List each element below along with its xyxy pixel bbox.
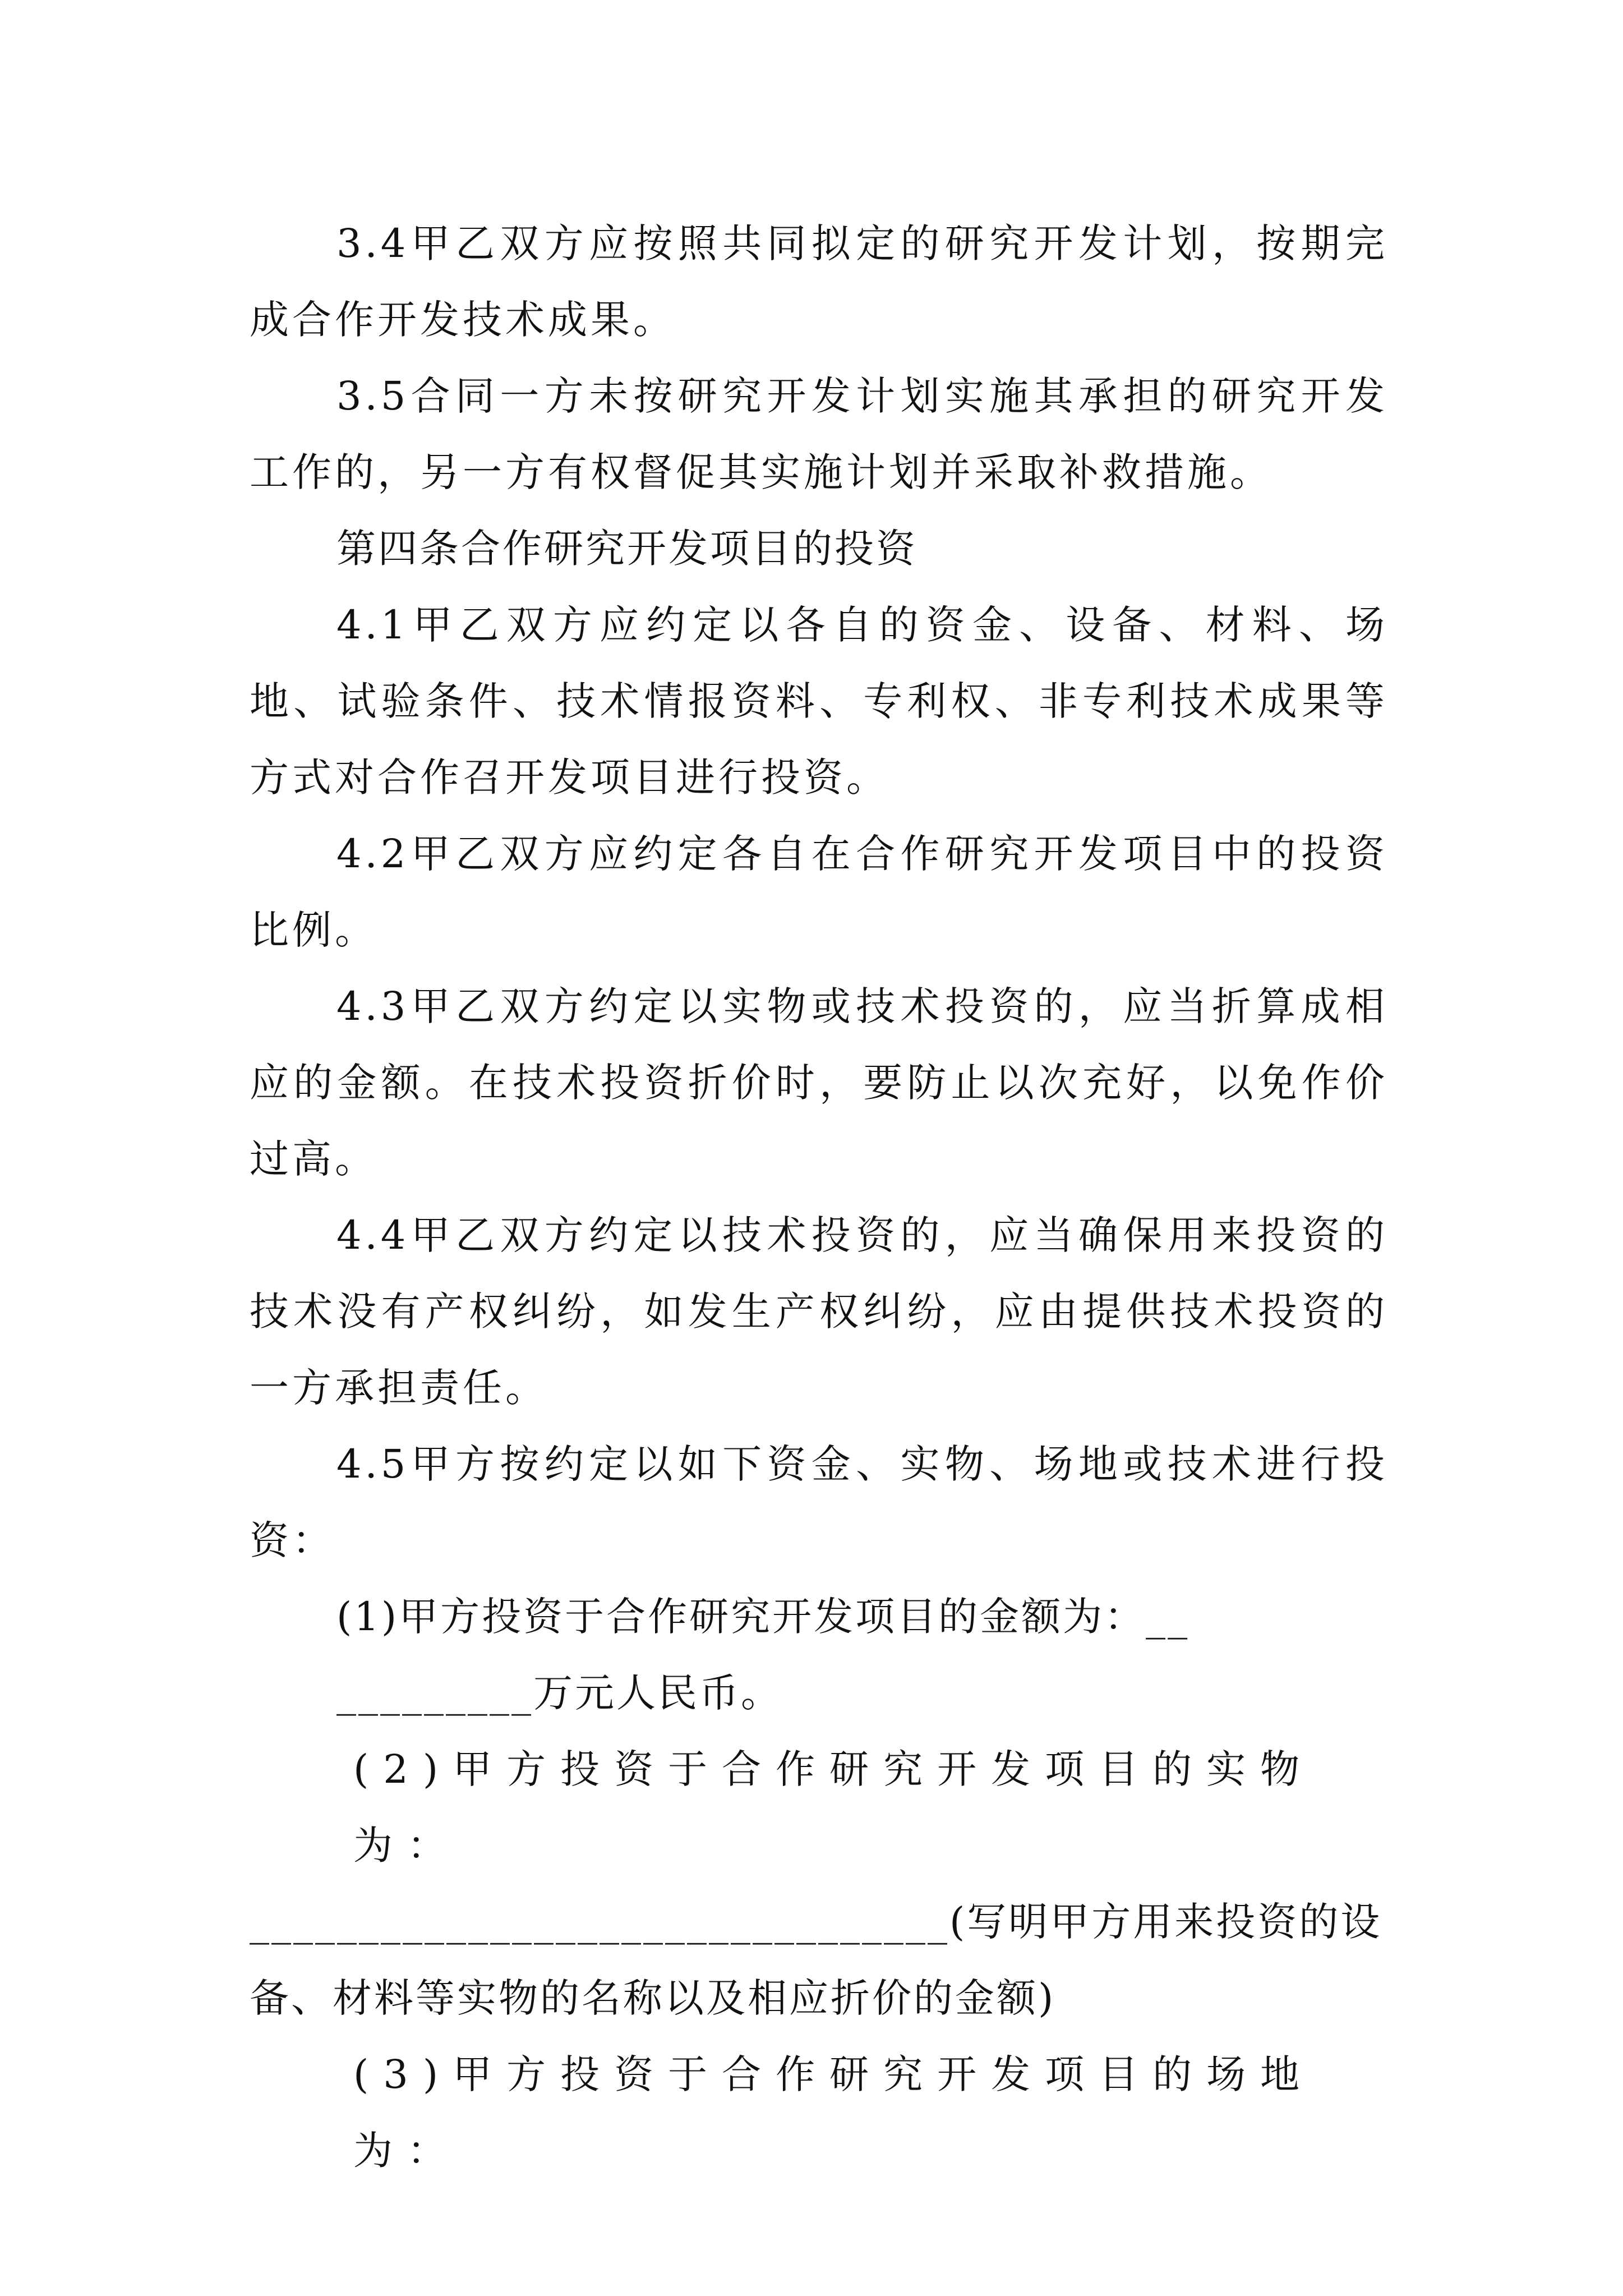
clause-4-3: 4.3甲乙双方约定以实物或技术投资的，应当折算成相应的金额。在技术投资折价时，要防止以次充好，以免作价过高。 — [250, 983, 1388, 1182]
item-3-line-1: (3)甲方投资于合作研究开发项目的场地为： — [353, 2051, 1315, 2174]
document-body — [250, 205, 1388, 2189]
item-1-line-1: (1)甲方投资于合作研究开发项目的金额为：__ — [336, 1594, 1190, 1640]
clause-4-2: 4.2甲乙双方应约定各自在合作研究开发项目中的投资比例。 — [250, 831, 1388, 953]
clause-3-5: 3.5合同一方未按研究开发计划实施其承担的研究开发工作的，另一方有权督促其实施计划并采取补救措施。 — [250, 373, 1388, 495]
clause-4-4: 4.4甲乙双方约定以技术投资的，应当确保用来投资的技术没有产权纠纷，如发生产权纠纷，应由提供技术投资的一方承担责任。 — [250, 1212, 1388, 1411]
clause-4-5: 4.5甲方按约定以如下资金、实物、场地或技术进行投资： — [250, 1441, 1388, 1563]
clause-4-1: 4.1甲乙双方应约定以各自的资金、设备、材料、场地、试验条件、技术情报资料、专利权、非专利技术成果等方式对合作召开发项目进行投资。 — [250, 602, 1388, 800]
item-2-line-1: (2)甲方投资于合作研究开发项目的实物为： — [353, 1746, 1315, 1869]
item-1-line-2: _________万元人民币。 — [336, 1670, 782, 1716]
item-2-line-2: ________________________________(写明甲方用来投资的设 — [250, 1899, 1382, 1945]
item-2-line-3: 备、材料等实物的名称以及相应折价的金额) — [250, 1975, 1056, 2021]
article-4-heading: 第四条合作研究开发项目的投资 — [336, 526, 917, 572]
clause-3-4: 3.4甲乙双方应按照共同拟定的研究开发计划，按期完成合作开发技术成果。 — [250, 220, 1388, 343]
